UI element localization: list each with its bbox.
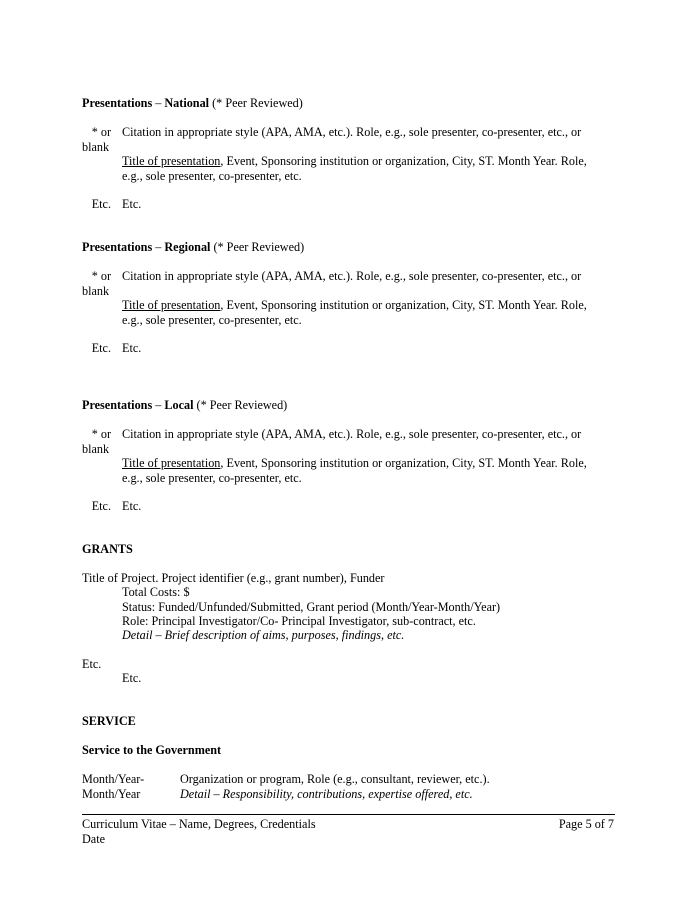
heading-note: (* Peer Reviewed) xyxy=(193,398,288,412)
heading-level: Local xyxy=(164,398,194,412)
heading-presentations-local xyxy=(82,398,287,413)
service-date-line1: Month/Year- xyxy=(82,772,145,786)
presentation-detail-line1 xyxy=(122,154,587,169)
title-of-presentation-link: Title of presentation xyxy=(122,154,221,168)
citation-text: Citation in appropriate style (APA, AMA, etc.). Role, e.g., sole presenter, co-presenter, etc., or xyxy=(122,125,582,139)
citation-text: Citation in appropriate style (APA, AMA, etc.). Role, e.g., sole presenter, co-presenter, etc., or xyxy=(122,269,582,283)
marker-line1: * or xyxy=(91,125,111,139)
heading-level: National xyxy=(164,96,210,110)
heading-dash: – xyxy=(152,398,165,412)
grant-detail: Detail – Brief description of aims, purposes, findings, etc. xyxy=(122,628,405,642)
footer-page-number: Page 5 of 7 xyxy=(558,817,614,831)
grant-etc-1: Etc. xyxy=(82,657,102,671)
footer-cv-title: Curriculum Vitae – Name, Degrees, Credentials xyxy=(82,817,316,831)
detail-rest: , Event, Sponsoring institution or organization, City, ST. Month Year. Role, xyxy=(220,298,587,312)
etc-marker: Etc. xyxy=(91,341,111,355)
heading-note: (* Peer Reviewed) xyxy=(209,96,303,110)
presentation-detail-line2: e.g., sole presenter, co-presenter, etc. xyxy=(122,313,302,327)
service-heading: SERVICE xyxy=(82,714,136,728)
service-detail: Detail – Responsibility, contributions, expertise offered, etc. xyxy=(180,787,473,801)
presentation-detail-line1 xyxy=(122,456,587,471)
heading-bold: Presentations xyxy=(82,240,153,254)
title-of-presentation-link: Title of presentation xyxy=(122,456,221,470)
presentation-detail-line2: e.g., sole presenter, co-presenter, etc. xyxy=(122,169,302,183)
service-entry: Organization or program, Role (e.g., consultant, reviewer, etc.). xyxy=(180,772,490,786)
grant-status: Status: Funded/Unfunded/Submitted, Grant period (Month/Year-Month/Year) xyxy=(122,600,501,614)
etc-text: Etc. xyxy=(122,197,142,211)
grant-role: Role: Principal Investigator/Co- Principal Investigator, sub-contract, etc. xyxy=(122,614,476,628)
heading-bold: Presentations xyxy=(82,96,153,110)
heading-note: (* Peer Reviewed) xyxy=(210,240,305,254)
title-of-presentation-link: Title of presentation xyxy=(122,298,221,312)
footer-date: Date xyxy=(82,832,106,846)
marker-line2: blank xyxy=(82,284,110,298)
etc-marker: Etc. xyxy=(91,499,111,513)
grant-project-line: Title of Project. Project identifier (e.g., grant number), Funder xyxy=(82,571,385,585)
heading-bold: Presentations xyxy=(82,398,153,412)
marker-line2: blank xyxy=(82,442,110,456)
etc-text: Etc. xyxy=(122,499,142,513)
etc-marker: Etc. xyxy=(91,197,111,211)
heading-presentations-national xyxy=(82,96,303,111)
marker-line1: * or xyxy=(91,269,111,283)
citation-text: Citation in appropriate style (APA, AMA, etc.). Role, e.g., sole presenter, co-presenter, etc., or xyxy=(122,427,582,441)
etc-text: Etc. xyxy=(122,341,142,355)
grant-total-costs: Total Costs: $ xyxy=(122,585,190,599)
presentation-detail-line1 xyxy=(122,298,587,313)
service-date-line2: Month/Year xyxy=(82,787,141,801)
footer-divider xyxy=(82,814,615,815)
marker-line1: * or xyxy=(91,427,111,441)
grants-heading: GRANTS xyxy=(82,542,133,556)
grant-etc-2: Etc. xyxy=(122,671,142,685)
heading-dash: – xyxy=(152,240,165,254)
detail-rest: , Event, Sponsoring institution or organization, City, ST. Month Year. Role, xyxy=(220,154,587,168)
heading-presentations-regional xyxy=(82,240,304,255)
marker-line2: blank xyxy=(82,140,110,154)
service-subheading: Service to the Government xyxy=(82,743,222,757)
heading-level: Regional xyxy=(164,240,211,254)
presentation-detail-line2: e.g., sole presenter, co-presenter, etc. xyxy=(122,471,302,485)
heading-dash: – xyxy=(152,96,165,110)
detail-rest: , Event, Sponsoring institution or organization, City, ST. Month Year. Role, xyxy=(220,456,587,470)
